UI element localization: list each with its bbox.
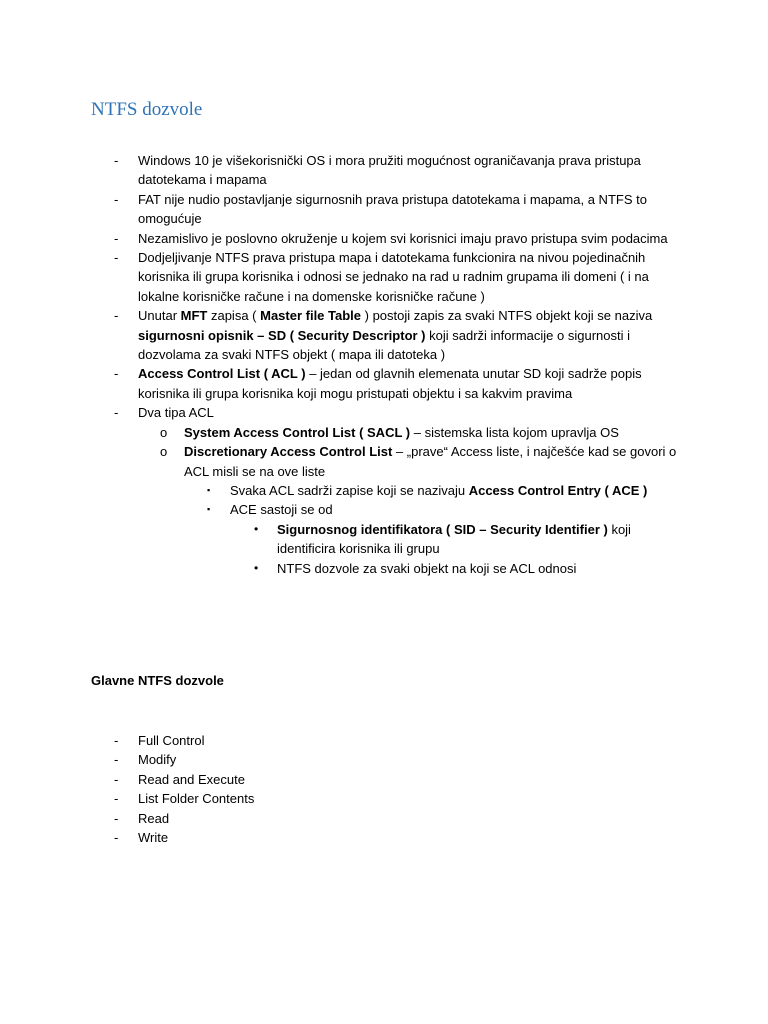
permission-item: - List Folder Contents (0, 789, 678, 808)
dash-marker: - (114, 308, 119, 324)
term-ace: Access Control Entry ( ACE ) (468, 482, 648, 498)
dash-marker: - (114, 810, 119, 826)
square-bullet-icon: ▪ (207, 504, 211, 515)
list-item: - Dva tipa ACL (0, 403, 678, 422)
list-item: ▪ Svaka ACL sadrži zapise koji se nazivaju Access Control Entry ( ACE ) (0, 481, 678, 500)
list-item: o Discretionary Access Control List – „prave“ Access liste, i najčešće kad se govori o ACL misli se na ove liste (160, 444, 677, 479)
circle-marker: o (160, 424, 168, 440)
permission-item: - Full Control (0, 731, 678, 750)
list-item: o System Access Control List ( SACL ) – sistemska lista kojom upravlja OS (0, 423, 678, 442)
term-mft: MFT (180, 308, 208, 324)
circle-marker: o (160, 444, 168, 460)
list-item: - Access Control List ( ACL ) – jedan od glavnih elemenata unutar SD koji sadrže popis korisnika ili grupa korisnika koji mogu pristupati objektu i sa kakvim pravima (114, 366, 642, 401)
list-item: • NTFS dozvole za svaki objekt na koji se ACL odnosi (0, 559, 678, 578)
dash-marker: - (114, 752, 119, 768)
permission-item: - Read and Execute (0, 770, 678, 789)
list-item: - FAT nije nudio postavljanje sigurnosnih prava pristupa datotekama i mapama, a NTFS to omogućuje (114, 191, 647, 227)
list-item: - Dodjeljivanje NTFS prava pristupa mapa i datotekama funkcionira na nivou pojedinačnih korisnika ili grupa korisnika i odnosi se jednako na rad u radnim grupama ili domeni ( i na lokalne korisničke račune i na domenske korisničke račune ) (114, 250, 649, 304)
dash-marker: - (114, 153, 119, 168)
term-sacl: System Access Control List ( SACL ) (184, 424, 411, 440)
dash-marker: - (114, 771, 119, 787)
list-item: ▪ ACE sastoji se od (0, 500, 678, 519)
dash-marker: - (114, 191, 119, 207)
dash-marker: - (114, 250, 119, 266)
term-dacl: Discretionary Access Control List (184, 444, 393, 460)
section-heading: Glavne NTFS dozvole (91, 673, 224, 688)
main-bullet-list (0, 151, 678, 578)
permission-item: - Write (0, 828, 678, 847)
list-item: - Windows 10 je višekorisnički OS i mora pružiti mogućnost ograničavanja prava pristupa datotekama i mapama (114, 153, 641, 188)
dash-marker: - (114, 405, 119, 421)
list-item: - Nezamislivo je poslovno okruženje u kojem svi korisnici imaju pravo pristupa svim podacima (0, 229, 678, 248)
list-item: • Sigurnosnog identifikatora ( SID – Security Identifier ) koji identificira korisnika ili grupu (254, 521, 631, 557)
square-bullet-icon: ▪ (207, 484, 211, 495)
list-item: - Unutar MFT zapisa ( Master file Table ) postoji zapis za svaki NTFS objekt koji se naziva sigurnosni opisnik – SD ( Security Descriptor ) koji sadrži informacije o sigurnosti i dozvolama za svaki NTFS objekt ( mapa ili datoteka ) (114, 308, 653, 363)
dash-marker: - (114, 366, 119, 382)
dash-marker: - (114, 791, 119, 807)
round-bullet-icon: • (254, 521, 259, 536)
document-title: NTFS dozvole (91, 99, 203, 120)
dash-marker: - (114, 230, 119, 246)
permissions-list (0, 731, 678, 847)
dash-marker: - (114, 733, 119, 748)
term-acl: Access Control List ( ACL ) (138, 366, 306, 382)
term-master-file-table: Master file Table (260, 308, 362, 324)
term-sid: Sigurnosnog identifikatora ( SID – Security Identifier ) (277, 521, 608, 537)
round-bullet-icon: • (254, 560, 259, 575)
permission-item: - Read (0, 809, 678, 828)
term-security-descriptor: sigurnosni opisnik – SD ( Security Descriptor ) (138, 327, 426, 343)
permission-item: - Modify (0, 750, 678, 769)
dash-marker: - (114, 830, 119, 846)
